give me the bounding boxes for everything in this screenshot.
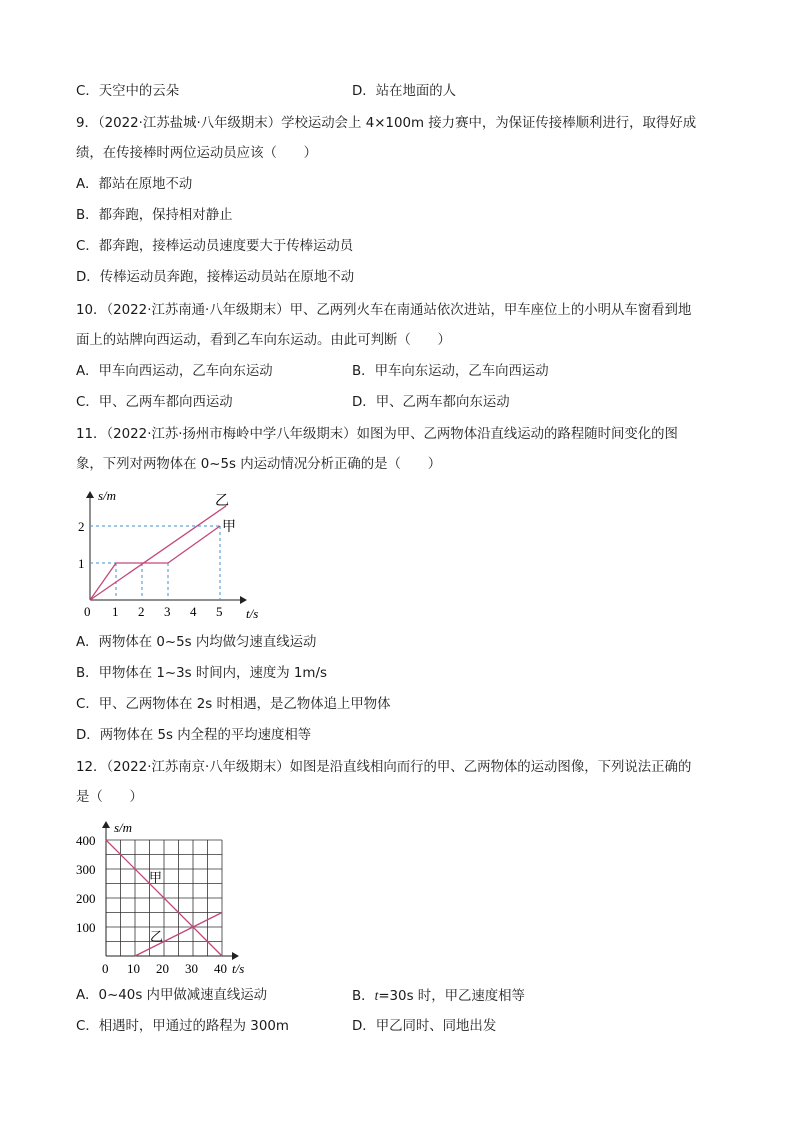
q12-option-b-t: t	[374, 988, 379, 1003]
q10-option-a: A．甲车向西运动，乙车向东运动	[76, 364, 273, 379]
q11-stem-line1: 11．（2022·江苏·扬州市梅岭中学八年级期末）如图为甲、乙两物体沿直线运动的路程随时间变化的图	[76, 427, 678, 442]
q12-ytick-100: 100	[76, 920, 96, 935]
q10-option-c: C．甲、乙两车都向西运动	[76, 395, 233, 410]
q12-xtick-20: 20	[156, 961, 169, 976]
q11-xtick-1: 1	[112, 604, 119, 619]
q11-st-graph	[72, 486, 272, 620]
q8-option-c: C．天空中的云朵	[76, 84, 180, 99]
q12-option-b	[352, 986, 525, 1007]
q12-stem-line2: 是（ ）	[76, 790, 143, 805]
q11-y-label: s/m	[98, 488, 117, 503]
q9-option-c: C．都奔跑，接棒运动员速度要大于传棒运动员	[76, 239, 354, 254]
q12-xtick-10: 10	[127, 961, 140, 976]
q12-option-c: C．相遇时，甲通过的路程为 300m	[76, 1019, 289, 1034]
q11-option-d: D．两物体在 5s 内全程的平均速度相等	[76, 728, 312, 743]
q12-ytick-400: 400	[76, 833, 96, 848]
q12-series-jia-label: 甲	[149, 870, 163, 885]
q9-stem-line2: 绩，在传接棒时两位运动员应该（ ）	[76, 146, 318, 161]
q11-xtick-5: 5	[216, 604, 223, 619]
q11-series-yi-line	[90, 506, 226, 600]
q11-xtick-2: 2	[138, 604, 145, 619]
q11-option-b: B．甲物体在 1~3s 时间内，速度为 1m/s	[76, 666, 327, 681]
q12-xtick-0: 0	[102, 961, 109, 976]
q11-ytick-2: 2	[78, 519, 85, 534]
q9-option-a: A．都站在原地不动	[76, 177, 193, 192]
q11-option-c: C．甲、乙两物体在 2s 时相遇，是乙物体追上甲物体	[76, 697, 391, 712]
q11-series-yi-label: 乙	[215, 494, 229, 509]
q12-ytick-200: 200	[76, 891, 96, 906]
q9-stem-line1: 9．（2022·江苏盐城·八年级期末）学校运动会上 4×100m 接力赛中，为保证传接棒顺利进行，取得好成	[76, 116, 697, 131]
q12-option-a: A．0~40s 内甲做减速直线运动	[76, 988, 268, 1003]
q12-xtick-30: 30	[185, 961, 198, 976]
q12-x-label: t/s	[232, 961, 245, 976]
q12-st-graph	[72, 816, 262, 978]
q12-series-yi-label: 乙	[150, 929, 164, 944]
q10-option-d: D．甲、乙两车都向东运动	[352, 395, 510, 410]
q10-stem-line2: 面上的站牌向西运动，看到乙车向东运动。由此可判断（ ）	[76, 333, 451, 348]
q12-option-d: D．甲乙同时、同地出发	[352, 1019, 497, 1034]
q12-xtick-40: 40	[214, 961, 227, 976]
q11-xtick-0: 0	[84, 604, 91, 619]
q12-ytick-300: 300	[76, 862, 96, 877]
q11-series-jia-label: 甲	[222, 520, 236, 535]
q12-stem-line1: 12．（2022·江苏南京·八年级期末）如图是沿直线相向而行的甲、乙两物体的运动图像，下列说法正确的	[76, 760, 692, 775]
q8-option-d: D．站在地面的人	[352, 84, 457, 99]
q11-stem-line2: 象，下列对两物体在 0~5s 内运动情况分析正确的是（ ）	[76, 457, 442, 472]
q9-option-b: B．都奔跑，保持相对静止	[76, 208, 233, 223]
q11-ytick-1: 1	[78, 556, 85, 571]
q11-option-a: A．两物体在 0~5s 内均做匀速直线运动	[76, 635, 317, 650]
q12-option-b-rest: =30s 时，甲乙速度相等	[378, 989, 525, 1004]
q11-xtick-3: 3	[164, 604, 171, 619]
q10-stem-line1: 10．（2022·江苏南通·八年级期末）甲、乙两列火车在南通站依次进站，甲车座位上的小明从车窗看到地	[76, 303, 692, 318]
q12-option-b-prefix: B．	[352, 989, 375, 1004]
q9-option-d: D．传棒运动员奔跑，接棒运动员站在原地不动	[76, 270, 355, 285]
q11-x-label: t/s	[246, 606, 259, 620]
q11-xtick-4: 4	[190, 604, 197, 619]
q10-option-b: B．甲车向东运动，乙车向西运动	[352, 364, 549, 379]
q12-y-label: s/m	[114, 820, 133, 835]
